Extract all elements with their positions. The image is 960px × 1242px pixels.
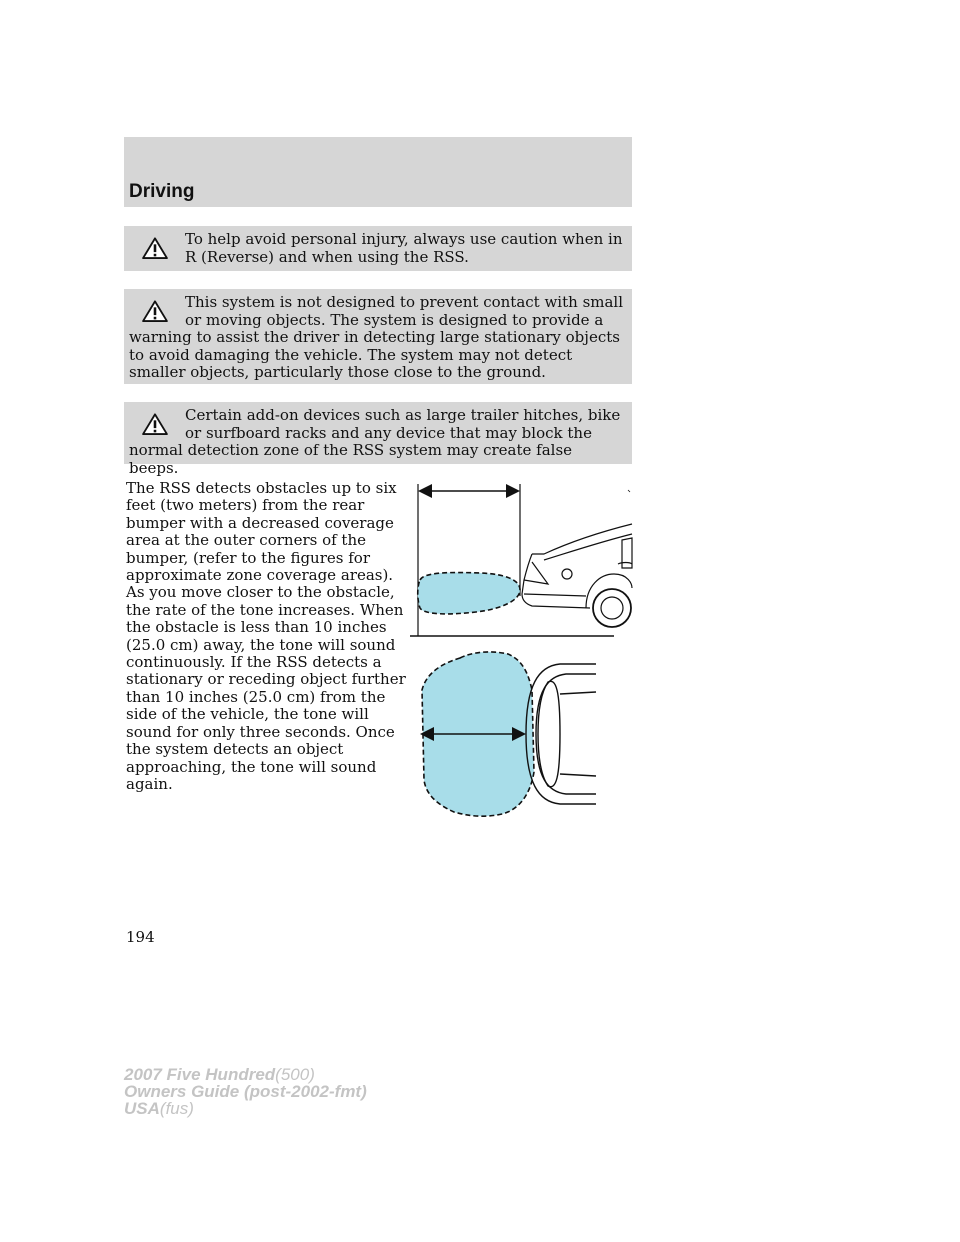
range-arrow-icon: [418, 484, 520, 498]
side-view-illustration: [410, 484, 632, 636]
section-title: Driving: [129, 181, 195, 202]
warning-text: This system is not designed to prevent contact with small or moving objects. The system is designed to provide a warning to assist the driver in detecting large stationary objects to avoid damaging the vehicle. The system may not detect smaller objects, particularly those close to the ground.: [129, 293, 624, 381]
warning-callout-add-on-devices: [124, 402, 632, 477]
body-paragraph: The RSS detects obstacles up to six feet (two meters) from the rear bumper with a decreased coverage area at the outer corners of the bumper, (refer to the figures for approximate zone coverage areas). As you move closer to the obstacle, the rate of the tone increases. When the obstacle is less than 10 inches (25.0 cm) away, the tone will sound continuously. If the RSS detects a stationary or receding object further than 10 inches (25.0 cm) from the side of the vehicle, the tone will sound for only three seconds. Once the system detects an object approaching, the tone will sound again.: [126, 479, 406, 793]
warning-triangle-icon: [141, 300, 169, 322]
vehicle-side-rear-icon: [522, 490, 632, 627]
footer-model: 2007 Five Hundred: [124, 1065, 276, 1084]
top-view-illustration: [420, 652, 596, 816]
rss-coverage-figure: [410, 476, 636, 826]
warning-text: To help avoid personal injury, always use caution when in R (Reverse) and when using the RSS.: [185, 230, 623, 266]
warning-triangle-icon: [141, 237, 169, 259]
document-footer: [124, 1066, 367, 1117]
warning-text: Certain add-on devices such as large trailer hitches, bike or surfboard racks and any device that may block the normal detection zone of the RSS system may create false beeps.: [129, 406, 621, 477]
vehicle-top-rear-icon: [526, 664, 596, 804]
page-number: 194: [126, 928, 155, 946]
warning-triangle-icon: [141, 413, 169, 435]
footer-model-code: (500): [275, 1065, 315, 1084]
footer-market: USA: [124, 1099, 160, 1118]
section-header: [124, 137, 632, 207]
detection-zone-side: [418, 573, 520, 614]
warning-callout-reverse: [124, 226, 632, 271]
warning-callout-detection-limits: [124, 289, 632, 384]
footer-market-code: (fus): [159, 1099, 194, 1118]
footer-guide: Owners Guide (post-2002-fmt): [124, 1082, 367, 1101]
